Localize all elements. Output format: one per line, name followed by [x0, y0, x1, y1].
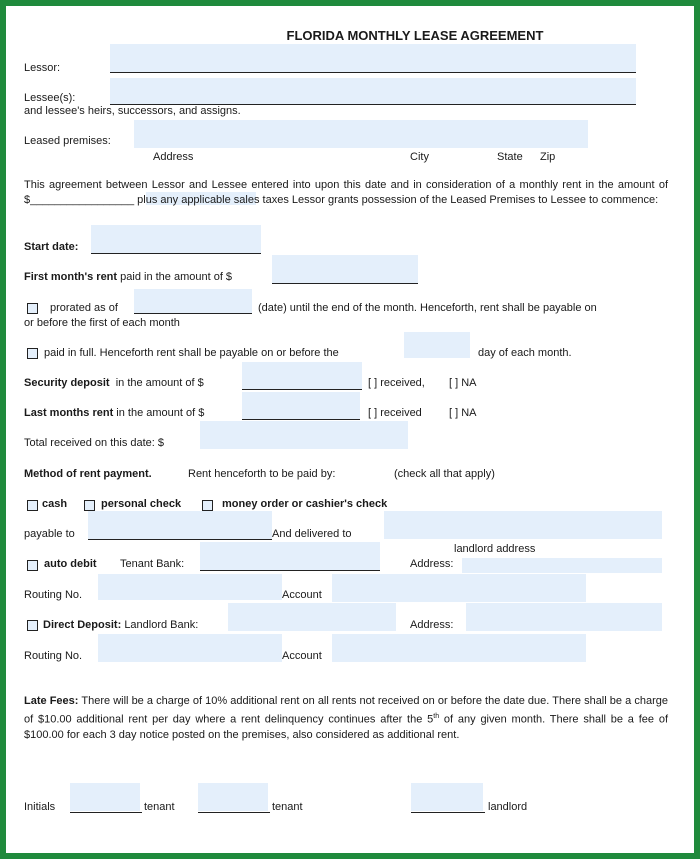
account2-field[interactable] — [332, 634, 586, 662]
cash-label: cash — [42, 498, 68, 510]
last-rent-line — [24, 407, 204, 420]
payable-to-underline — [88, 539, 272, 540]
personal-check-checkbox[interactable] — [84, 500, 95, 511]
tenant1-underline — [70, 812, 142, 813]
last-rent-received[interactable]: [ ] received — [368, 407, 422, 419]
city-sublabel: City — [410, 151, 429, 163]
landlord-address-sublabel: landlord address — [454, 543, 536, 555]
lessor-field[interactable] — [110, 44, 636, 72]
premises-field[interactable] — [134, 120, 588, 148]
lessee-label: Lessee(s): — [24, 92, 76, 104]
security-rest: in the amount of $ — [115, 377, 204, 389]
last-rent-rest: in the amount of $ — [116, 407, 205, 419]
paid-full-rest: day of each month. — [478, 347, 572, 359]
tenant2-initials-field[interactable] — [198, 783, 268, 811]
direct-deposit-bold: Direct Deposit: — [43, 619, 122, 631]
document-title: FLORIDA MONTHLY LEASE AGREEMENT — [286, 28, 544, 43]
landlord-underline — [411, 812, 485, 813]
security-na[interactable]: [ ] NA — [449, 377, 477, 389]
prorated-checkbox[interactable] — [27, 303, 38, 314]
last-rent-bold: Last months rent — [24, 407, 114, 419]
routing2-label: Routing No. — [24, 650, 83, 662]
lease-page — [6, 6, 694, 853]
landlord-bank-label: Landlord Bank: — [124, 619, 199, 631]
method-rest: Rent henceforth to be paid by: — [188, 468, 336, 480]
late-fees-paragraph — [24, 694, 668, 743]
paid-full-checkbox[interactable] — [27, 348, 38, 359]
direct-deposit-address-label: Address: — [410, 619, 454, 631]
first-rent-underline — [272, 283, 418, 284]
lessor-label: Lessor: — [24, 62, 61, 74]
money-order-label: money order or cashier's check — [222, 498, 388, 510]
direct-deposit-address-field[interactable] — [466, 603, 662, 631]
prorated-underline — [134, 313, 252, 314]
payable-to-label: payable to — [24, 528, 75, 540]
start-date-underline — [91, 253, 261, 254]
delivered-to-label: And delivered to — [272, 528, 352, 540]
tenant1-label: tenant — [144, 801, 175, 813]
late-fees-text2: of any given month. There shall be a fee of $100.00 for each 3 day notice posted on the premises, also considered as additional rent. — [24, 713, 669, 741]
tenant1-initials-field[interactable] — [70, 783, 140, 811]
last-rent-underline — [242, 419, 360, 420]
address-sublabel: Address — [153, 151, 194, 163]
premises-label: Leased premises: — [24, 135, 111, 147]
account2-label: Account — [282, 650, 322, 662]
initials-label: Initials — [24, 801, 56, 813]
tenant2-label: tenant — [272, 801, 303, 813]
security-bold: Security deposit — [24, 377, 110, 389]
payable-to-field[interactable] — [88, 511, 272, 539]
late-fees-bold: Late Fees: — [24, 695, 79, 707]
routing1-field[interactable] — [98, 574, 282, 600]
due-day-field[interactable] — [404, 332, 470, 358]
zip-sublabel: Zip — [540, 151, 556, 163]
landlord-label: landlord — [488, 801, 528, 813]
routing1-label: Routing No. — [24, 589, 83, 601]
first-rent-bold: First month's rent — [24, 271, 118, 283]
tenant-bank-underline — [200, 570, 380, 571]
tenant2-underline — [198, 812, 270, 813]
money-order-checkbox[interactable] — [202, 500, 213, 511]
start-date-label: Start date: — [24, 241, 79, 253]
method-label: Method of rent payment. — [24, 468, 152, 480]
landlord-bank-field[interactable] — [228, 603, 396, 631]
lessee-heirs-text: and lessee's heirs, successors, and assigns. — [24, 105, 241, 117]
prorated-date-field[interactable] — [134, 289, 252, 313]
security-amount-field[interactable] — [242, 362, 362, 389]
auto-debit-checkbox[interactable] — [27, 560, 38, 571]
prorated-text: prorated as of — [50, 302, 118, 314]
direct-deposit-checkbox[interactable] — [27, 620, 38, 631]
prorated-line2: or before the first of each month — [24, 317, 180, 329]
cash-checkbox[interactable] — [27, 500, 38, 511]
security-line — [24, 377, 204, 390]
paid-full-text: paid in full. Henceforth rent shall be payable on or before the — [44, 347, 339, 359]
auto-debit-address-label: Address: — [410, 558, 454, 570]
check-all-note: (check all that apply) — [394, 468, 495, 480]
first-rent-field[interactable] — [272, 255, 418, 283]
last-rent-amount-field[interactable] — [242, 392, 360, 419]
account1-label: Account — [282, 589, 322, 601]
first-rent-line — [24, 271, 232, 284]
total-received-label: Total received on this date: $ — [24, 437, 165, 449]
security-received[interactable]: [ ] received, — [368, 377, 425, 389]
delivered-to-field[interactable] — [384, 511, 662, 539]
direct-deposit-line — [43, 619, 198, 632]
routing2-field[interactable] — [98, 634, 282, 662]
state-sublabel: State — [497, 151, 523, 163]
tenant-bank-label: Tenant Bank: — [120, 558, 185, 570]
total-received-field[interactable] — [200, 421, 408, 449]
late-fees-text1: There will be a charge of 10% additional rent on all rents not received on or before the date due. There shall be a charge of $10.00 additional rent per day where a rent delinquency continues after the 5 — [24, 695, 668, 726]
tenant-bank-field[interactable] — [200, 542, 380, 570]
start-date-field[interactable] — [91, 225, 261, 253]
personal-check-label: personal check — [101, 498, 182, 510]
first-rent-rest: paid in the amount of $ — [120, 271, 233, 283]
late-fees-sup: th — [433, 713, 440, 720]
last-rent-na[interactable]: [ ] NA — [449, 407, 477, 419]
prorated-rest: (date) until the end of the month. Henceforth, rent shall be payable on — [258, 302, 597, 314]
auto-debit-address-field[interactable] — [462, 558, 662, 573]
account1-field[interactable] — [332, 574, 586, 602]
lessee-field[interactable] — [110, 78, 636, 104]
landlord-initials-field[interactable] — [411, 783, 483, 811]
auto-debit-label: auto debit — [44, 558, 97, 570]
intro-paragraph: This agreement between Lessor and Lessee entered into upon this date and in consideration of a monthly rent in the amount of $_________________ plus any applicable sales taxes Lessor grants possession of the Leased Premises to Lessee to commence: — [24, 179, 668, 206]
lessor-underline — [110, 72, 636, 73]
security-underline — [242, 389, 362, 390]
